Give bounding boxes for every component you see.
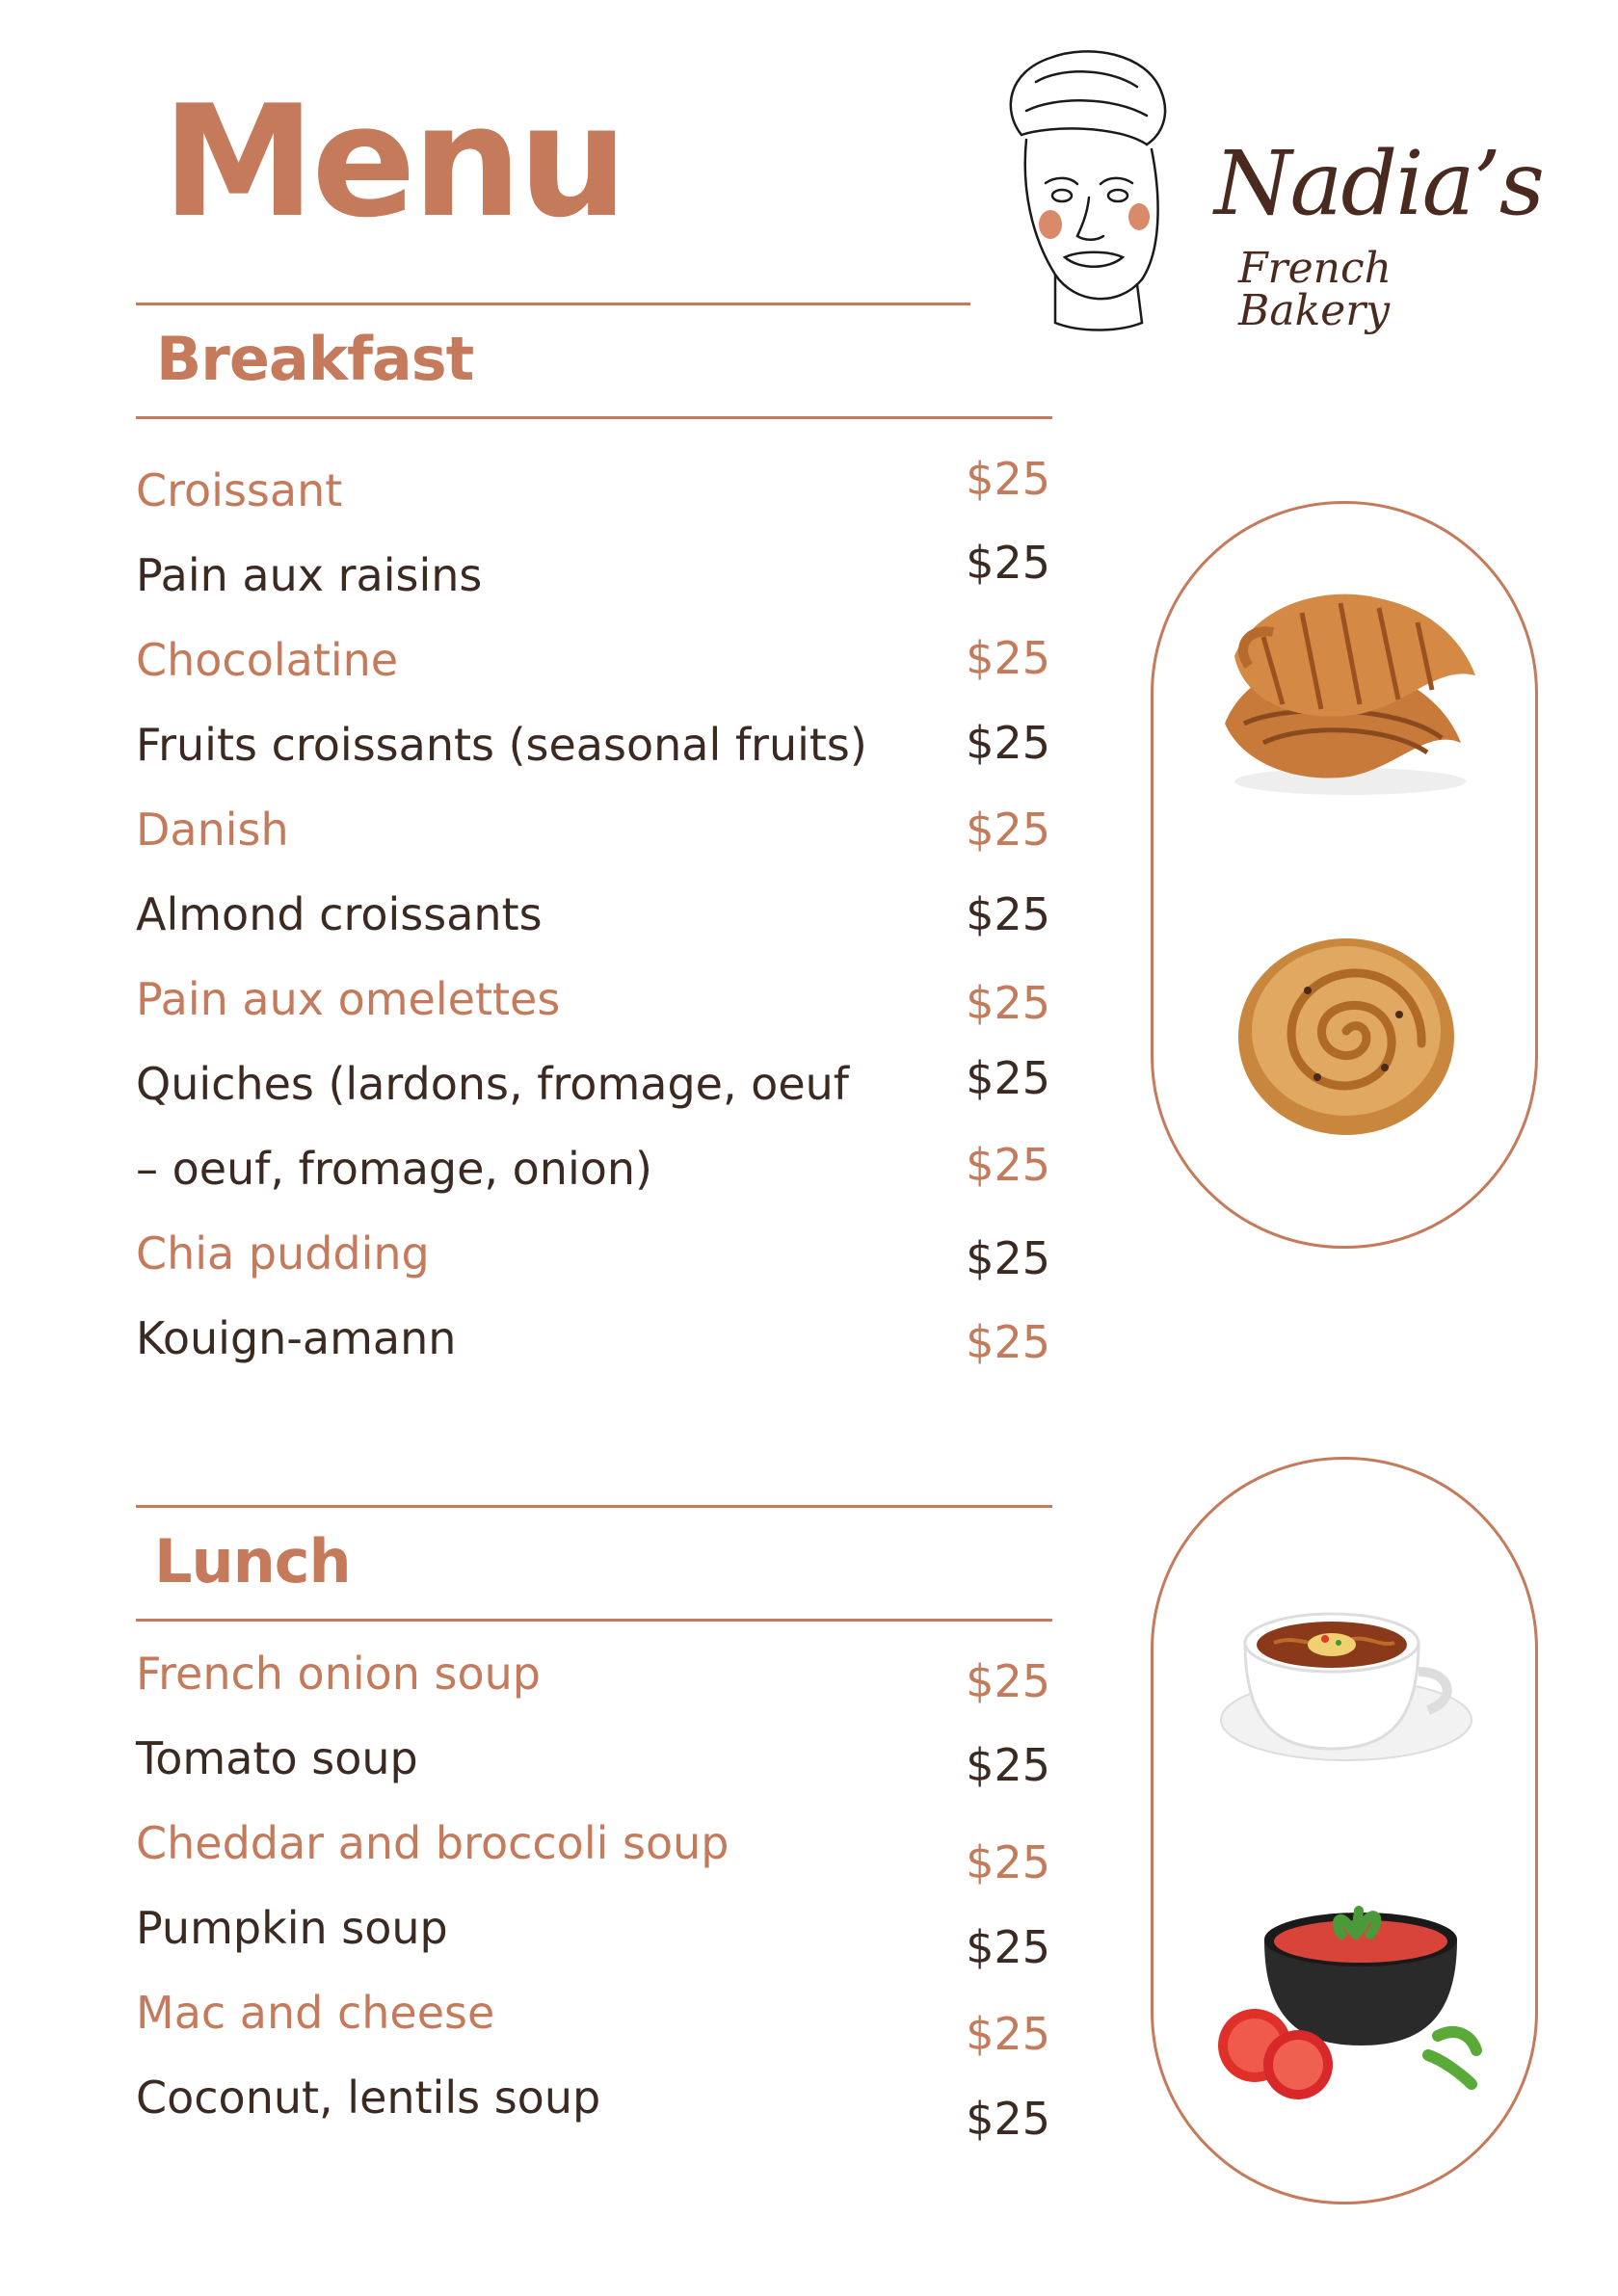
menu-item: Quiches (lardons, fromage, oeuf (136, 1058, 849, 1110)
menu-item-price: $25 (966, 537, 1050, 589)
menu-item: – oeuf, fromage, onion) (136, 1143, 652, 1195)
menu-item-price: $25 (966, 1139, 1050, 1191)
menu-item: Pain aux omelettes (136, 973, 561, 1025)
chef-face-icon (983, 43, 1195, 332)
menu-item-price: $25 (966, 717, 1050, 769)
menu-item-price: $25 (966, 2008, 1050, 2060)
menu-item: Coconut, lentils soup (136, 2072, 601, 2124)
divider (136, 1619, 1052, 1622)
brand-tagline: French Bakery (1238, 244, 1392, 335)
menu-item: Chia pudding (136, 1227, 430, 1280)
divider (136, 303, 970, 305)
menu-item-price: $25 (966, 977, 1050, 1029)
menu-item: Pain aux raisins (136, 549, 483, 601)
menu-item: French onion soup (136, 1648, 541, 1700)
menu-item-price: $25 (966, 453, 1050, 505)
brand-logo (983, 43, 1543, 335)
menu-item: Chocolatine (136, 634, 399, 686)
menu-item-price: $25 (966, 632, 1050, 684)
menu-item-price: $25 (966, 1655, 1050, 1707)
menu-item-price: $25 (966, 1232, 1050, 1284)
menu-item-price: $25 (966, 1052, 1050, 1104)
menu-item-price: $25 (966, 1316, 1050, 1368)
menu-item-price: $25 (966, 888, 1050, 940)
menu-item: Danish (136, 804, 289, 856)
page-title: Menu (162, 71, 624, 251)
menu-item: Pumpkin soup (136, 1902, 448, 1954)
menu-item: Tomato soup (136, 1732, 418, 1784)
menu-item: Kouign-amann (136, 1312, 457, 1364)
divider (136, 1505, 1052, 1508)
menu-item-price: $25 (966, 1739, 1050, 1791)
menu-item: Mac and cheese (136, 1987, 495, 2039)
breakfast-image-frame (1151, 501, 1538, 1249)
lunch-image-frame (1151, 1457, 1538, 2204)
onion-soup-image (1202, 1575, 1481, 1768)
section-title-breakfast: Breakfast (156, 324, 474, 394)
croissant-image (1206, 560, 1485, 810)
section-title-lunch: Lunch (154, 1526, 351, 1597)
menu-item: Cheddar and broccoli soup (136, 1817, 729, 1869)
menu-item-price: $25 (966, 1921, 1050, 1973)
tomato-soup-image (1187, 1891, 1496, 2123)
menu-item: Fruits croissants (seasonal fruits) (136, 719, 867, 771)
menu-item-price: $25 (966, 1836, 1050, 1888)
menu-item: Croissant (136, 464, 343, 516)
menu-item-price: $25 (966, 2093, 1050, 2145)
menu-item: Almond croissants (136, 888, 543, 940)
pastry-swirl-image (1231, 923, 1462, 1145)
menu-item-price: $25 (966, 804, 1050, 856)
divider (136, 416, 1052, 419)
brand-name: Nadia’s (1214, 132, 1543, 235)
